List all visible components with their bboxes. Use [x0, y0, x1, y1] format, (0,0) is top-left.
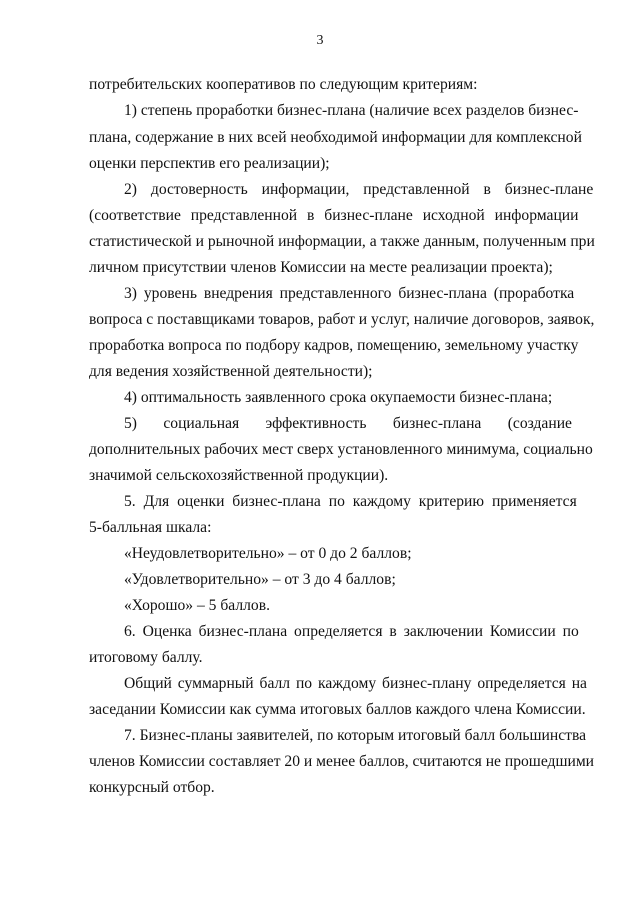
- text-line: «Удовлетворительно» – от 3 до 4 баллов;: [124, 571, 396, 588]
- text-line: «Неудовлетворительно» – от 0 до 2 баллов;: [124, 545, 412, 562]
- text-line: для ведения хозяйственной деятельности);: [89, 363, 373, 380]
- text-line: заседании Комиссии как сумма итоговых баллов каждого члена Комиссии.: [89, 701, 586, 718]
- page-number: 3: [316, 33, 324, 48]
- text-line: 5. Для оценки бизнес-плана по каждому критерию применяется: [124, 493, 577, 510]
- word: 5): [124, 415, 137, 432]
- text-line: дополнительных рабочих мест сверх установленного минимума, социально: [89, 441, 593, 458]
- word: социальная: [163, 415, 240, 432]
- text-line: личном присутствии членов Комиссии на месте реализации проекта);: [89, 259, 553, 276]
- text-line: вопроса с поставщиками товаров, работ и услуг, наличие договоров, заявок,: [89, 311, 595, 328]
- text-line: потребительских кооперативов по следующим критериям:: [89, 76, 478, 93]
- text-line: 6. Оценка бизнес-плана определяется в заключении Комиссии по: [124, 623, 579, 640]
- text-line: конкурсный отбор.: [89, 779, 215, 796]
- text-line: 5-балльная шкала:: [89, 519, 212, 536]
- word: (создание: [507, 415, 572, 432]
- text-line: (соответствие представленной в бизнес-плане исходной информации: [89, 207, 579, 224]
- text-line: статистической и рыночной информации, а также данным, полученным при: [89, 233, 595, 250]
- text-line: 7. Бизнес-планы заявителей, по которым итоговый балл большинства: [124, 727, 587, 744]
- text-line: проработка вопроса по подбору кадров, помещению, земельному участку: [89, 337, 579, 354]
- text-line: [124, 415, 572, 433]
- text-line: плана, содержание в них всей необходимой информации для комплексной: [89, 129, 582, 146]
- text-line: 1) степень проработки бизнес-плана (наличие всех разделов бизнес-: [124, 102, 579, 119]
- text-line: значимой сельскохозяйственной продукции).: [89, 467, 389, 484]
- text-line: членов Комиссии составляет 20 и менее баллов, считаются не прошедшими: [89, 753, 595, 770]
- word: эффективность: [265, 415, 367, 432]
- text-line: оценки перспектив его реализации);: [89, 155, 330, 172]
- text-line: 4) оптимальность заявленного срока окупаемости бизнес-плана;: [124, 389, 553, 406]
- text-line: 2) достоверность информации, представленной в бизнес-плане: [124, 181, 594, 198]
- text-line: «Хорошо» – 5 баллов.: [124, 597, 270, 614]
- text-line: Общий суммарный балл по каждому бизнес-плану определяется на: [124, 675, 587, 692]
- word: бизнес-плана: [392, 415, 482, 432]
- text-line: 3) уровень внедрения представленного бизнес-плана (проработка: [124, 285, 575, 302]
- text-line: итоговому баллу.: [89, 649, 203, 666]
- text-line: [124, 102, 579, 120]
